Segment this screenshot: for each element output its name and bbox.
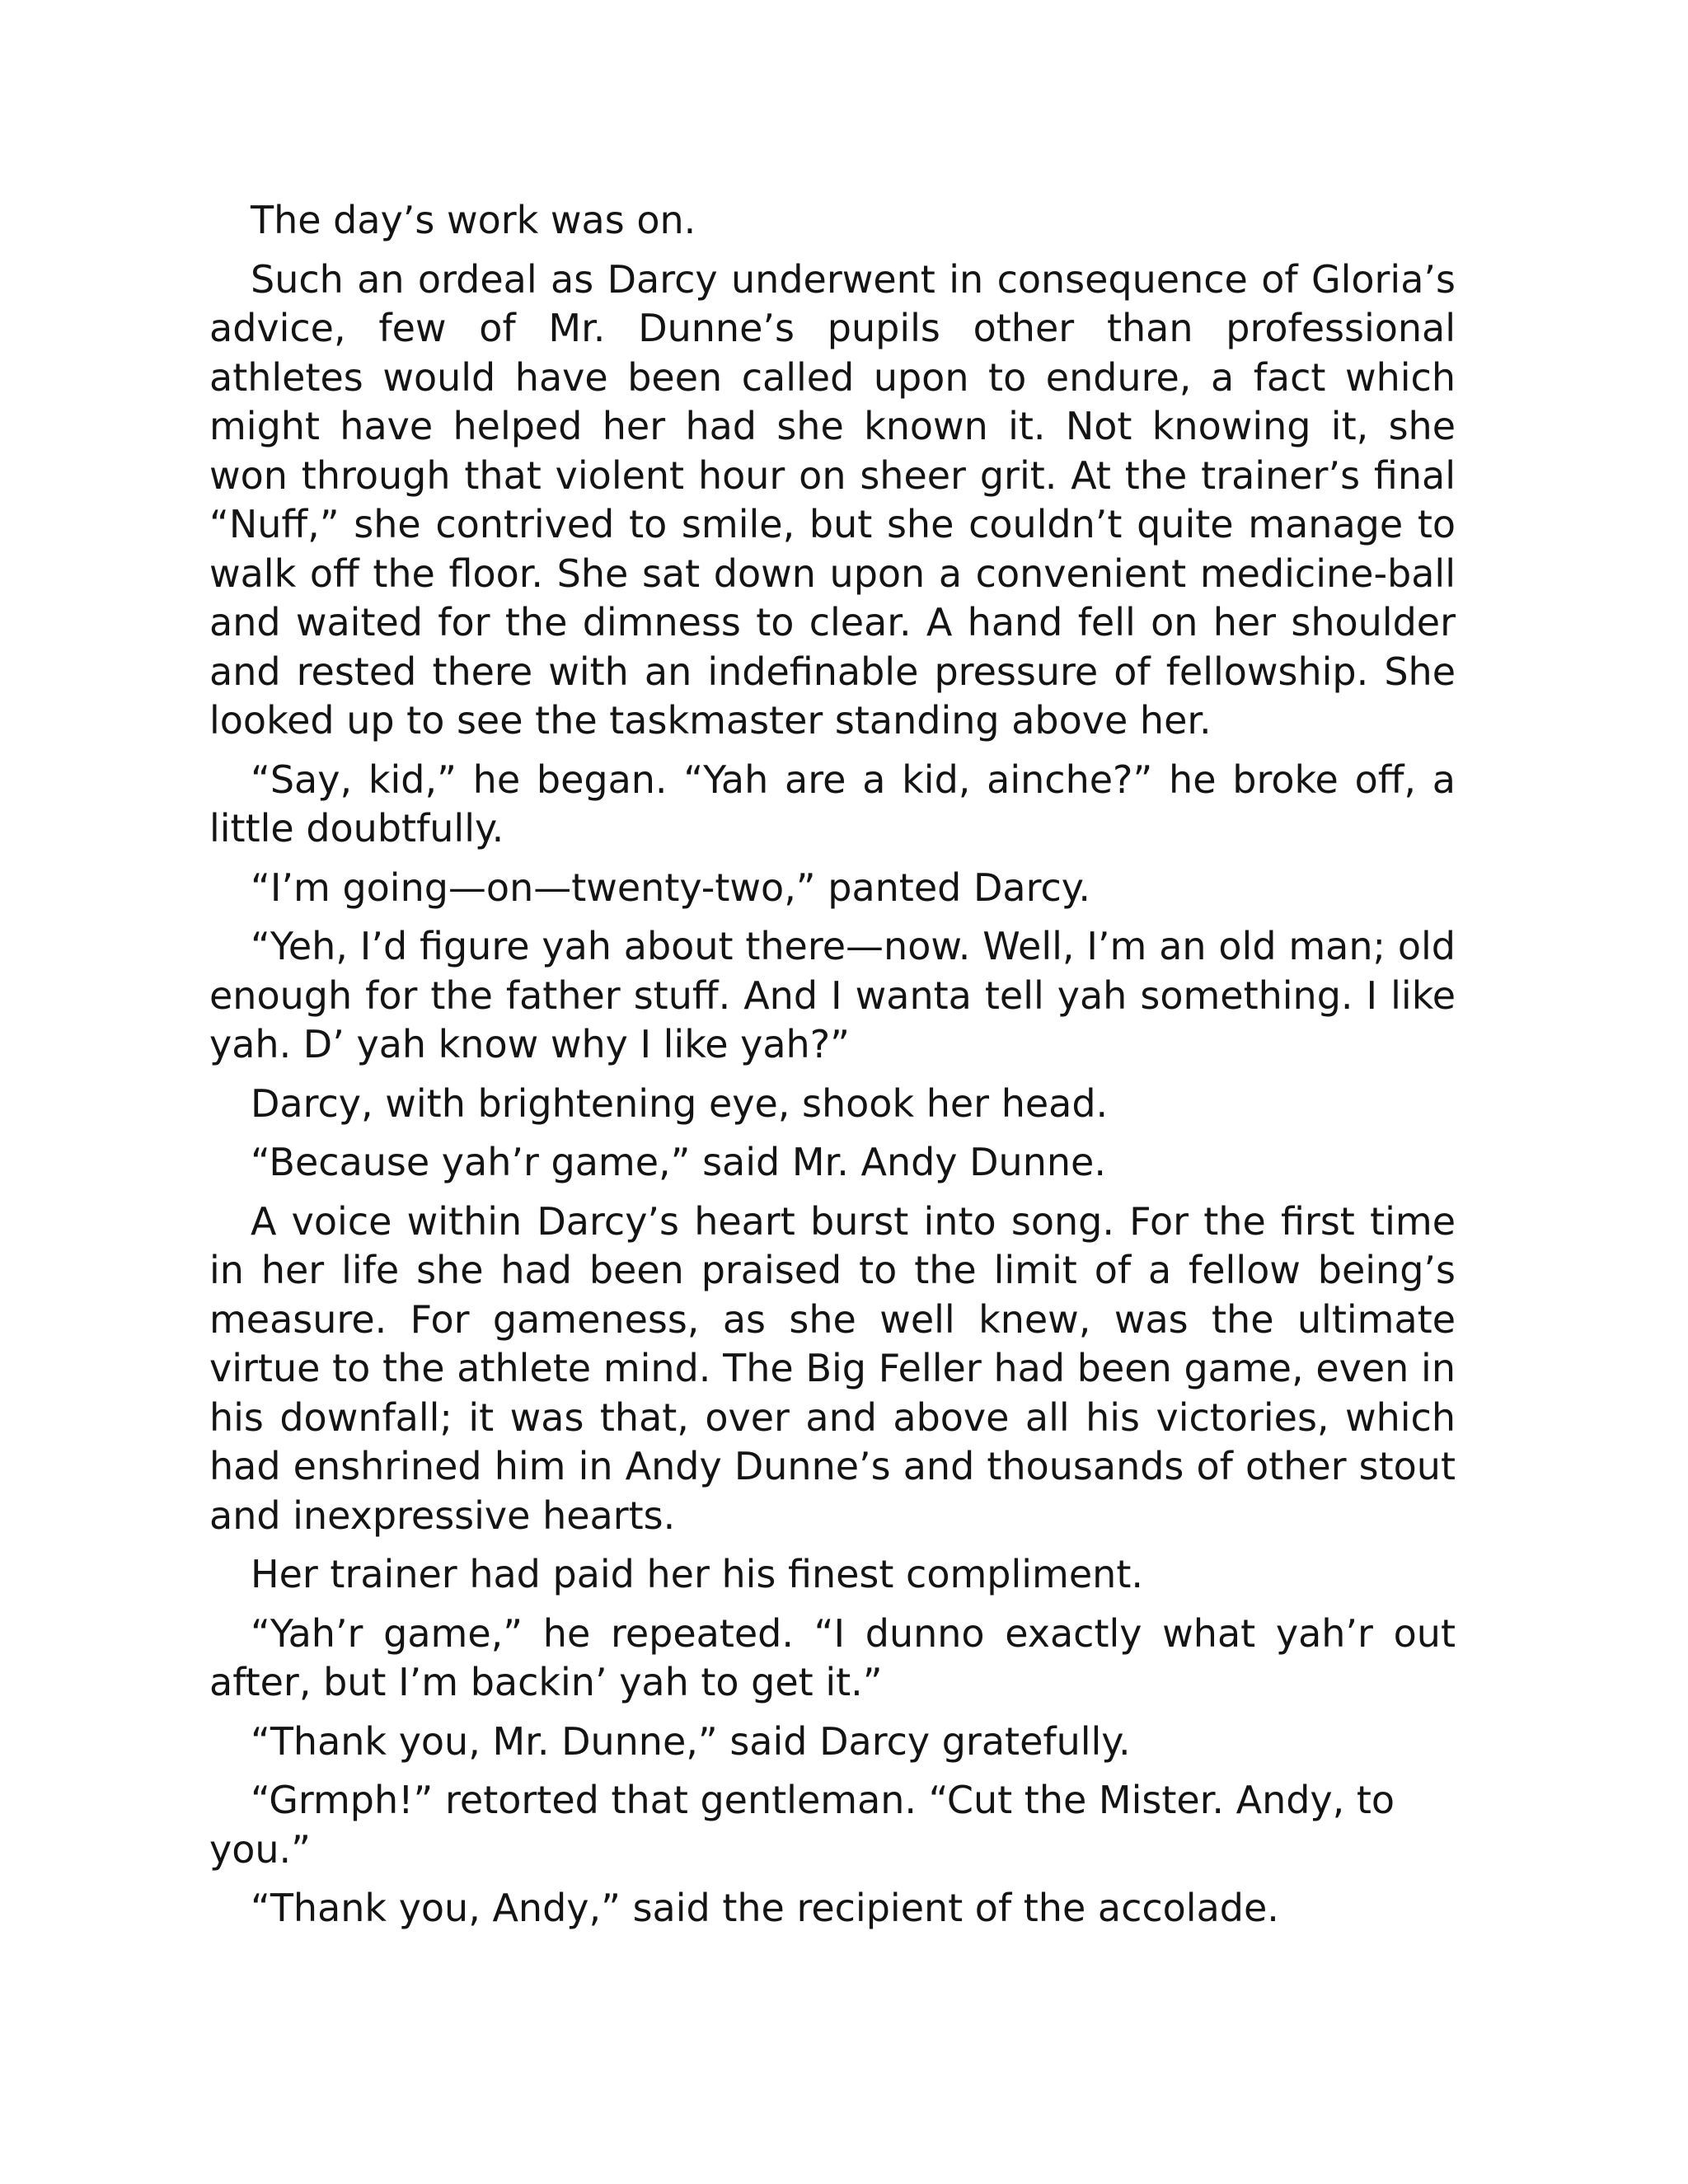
paragraph: “Yeh, I’d figure yah about there—now. Well, I’m an old man; old enough for the father stuff. And I wanta tell yah something. I like yah. D’ yah know why I like yah?” bbox=[209, 924, 1456, 1066]
paragraph: “Say, kid,” he began. “Yah are a kid, ainche?” he broke off, a little doubtfully. bbox=[209, 757, 1456, 851]
paragraph: The day’s work was on. bbox=[251, 198, 696, 242]
paragraph: “Grmph!” retorted that gentleman. “Cut the Mister. Andy, to you.” bbox=[209, 1778, 1395, 1872]
page-body bbox=[209, 196, 1456, 1943]
paragraph: Darcy, with brightening eye, shook her head. bbox=[251, 1080, 1109, 1126]
paragraph: “I’m going—on—twenty-two,” panted Darcy. bbox=[251, 865, 1091, 910]
paragraph: “Thank you, Mr. Dunne,” said Darcy gratefully. bbox=[251, 1718, 1131, 1764]
paragraph: A voice within Darcy’s heart burst into song. For the first time in her life she had been praised to the limit of a fellow being’s measure. For gameness, as she well knew, was the ultimate virtue to the athlete mind. The Big Feller had been game, even in his downfall; it was that, over and above all his victories, which had enshrined him in Andy Dunne’s and thousands of other stout and inexpressive hearts. bbox=[209, 1198, 1456, 1538]
paragraph: “Yah’r game,” he repeated. “I dunno exactly what yah’r out after, but I’m backin’ yah to get it.” bbox=[209, 1610, 1456, 1704]
paragraph: “Because yah’r game,” said Mr. Andy Dunne. bbox=[251, 1140, 1106, 1184]
paragraph: Her trainer had paid her his finest compliment. bbox=[251, 1552, 1143, 1596]
paragraph: “Thank you, Andy,” said the recipient of the accolade. bbox=[251, 1886, 1279, 1930]
paragraph: Such an ordeal as Darcy underwent in consequence of Gloria’s advice, few of Mr. Dunne’s pupils other than professional athletes would have been called upon to endure, a fact which might have helped her had she known it. Not knowing it, she won through that violent hour on sheer grit. At the trainer’s final “Nuff,” she contrived to smile, but she couldn’t quite manage to walk off the floor. She sat down upon a convenient medicine-ball and waited for the dimness to clear. A hand fell on her shoulder and rested there with an indefinable pressure of fellowship. She looked up to see the taskmaster standing above her. bbox=[209, 256, 1456, 743]
